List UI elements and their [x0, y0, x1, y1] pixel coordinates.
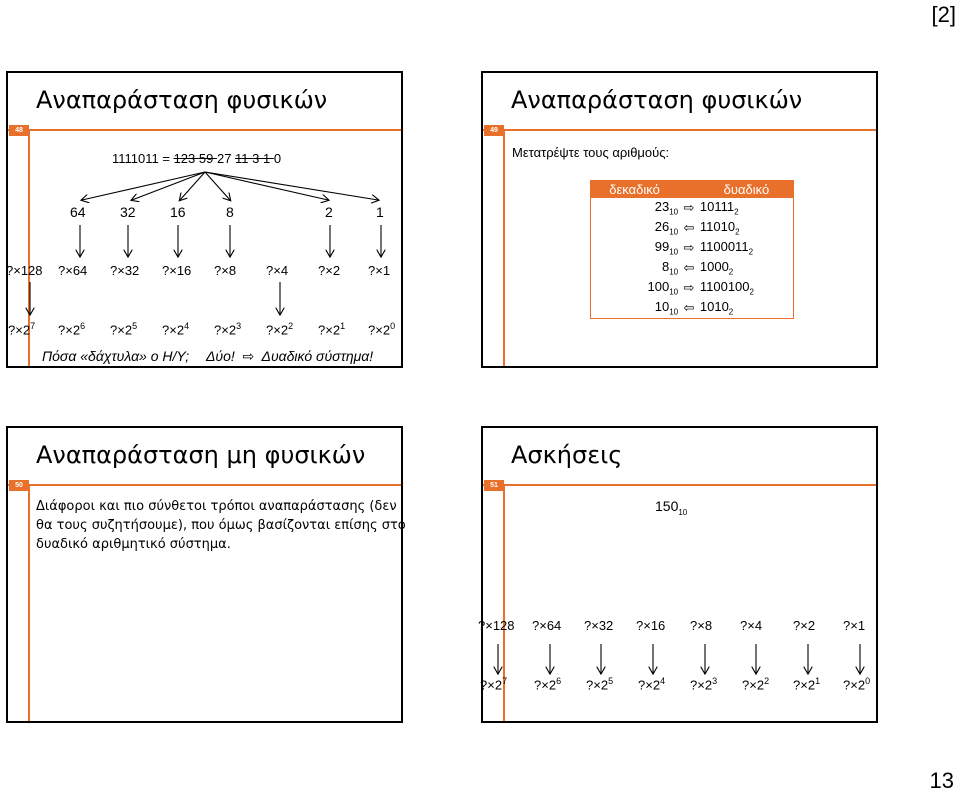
exponent-term: $?\times 2^6$ — [58, 321, 86, 338]
table-row — [591, 258, 794, 278]
table-row — [591, 198, 794, 218]
answer-two: Δύο! — [206, 348, 235, 364]
exponent-term: $?\times 2^6$ — [534, 676, 562, 693]
exponent-term: $?\times 2^5$ — [586, 676, 614, 693]
slide-49-instruction: Μετατρέψτε τους αριθμούς: — [512, 145, 670, 160]
sequence-value: 1 — [263, 151, 274, 166]
equation-lhs: 1111011 = — [112, 151, 174, 166]
exponent-term: $?\times 2^3$ — [214, 321, 242, 338]
slide-48-answer — [206, 348, 373, 365]
slide-50-title-rule — [8, 484, 401, 486]
body-line: θα τους συζητήσουμε), που όμως βασίζονται επίσης στο — [36, 518, 406, 533]
table-row — [591, 278, 794, 298]
exponent-term: $?\times 2^2$ — [266, 321, 294, 338]
exponent-term: $?\times 2^2$ — [742, 676, 770, 693]
multiplier-term: ?×64 — [58, 263, 88, 278]
slide-50-title: Αναπαράσταση μη φυσικών — [36, 441, 366, 469]
multiplier-term: ?×1 — [368, 263, 391, 278]
multiplier-term: ?×16 — [636, 618, 666, 633]
power-value: 8 — [226, 204, 234, 220]
power-value: 1 — [376, 204, 384, 220]
binary-cell: $1010_2$ — [699, 299, 734, 317]
arrow-right-icon: ⇨ — [683, 200, 695, 215]
exponent-term: $?\times 2^4$ — [638, 676, 666, 693]
slide-48-question: Πόσα «δάχτυλα» ο Η/Υ; — [42, 348, 190, 364]
slide-48-number: 48 — [9, 125, 29, 136]
slide-51-title: Ασκήσεις — [511, 441, 623, 469]
binary-cell: $1100100_2$ — [699, 279, 754, 297]
table-row — [591, 298, 794, 319]
slide-49-number: 49 — [484, 125, 504, 136]
table-row — [591, 218, 794, 238]
sequence-value: 3 — [252, 151, 263, 166]
binary-cell: $10111_2$ — [699, 199, 739, 217]
exponent-term: $?\times 2^5$ — [110, 321, 138, 338]
slide-51-value — [655, 498, 687, 517]
exponent-term: $?\times 2^1$ — [793, 676, 821, 693]
multiplier-term: ?×128 — [6, 263, 43, 278]
slide-50 — [6, 426, 403, 723]
value-base: 10 — [678, 507, 688, 517]
exponent-term: $?\times 2^0$ — [843, 676, 871, 693]
sequence-value: 0 — [273, 151, 282, 166]
arrow-left-icon: ⇦ — [683, 220, 695, 235]
exponent-term: $?\times 2^1$ — [318, 321, 346, 338]
power-value: 64 — [70, 204, 86, 220]
multiplier-term: ?×128 — [478, 618, 515, 633]
power-value: 2 — [325, 204, 333, 220]
power-value: 16 — [170, 204, 186, 220]
multiplier-term: ?×64 — [532, 618, 562, 633]
exponent-term: $?\times 2^7$ — [8, 321, 36, 338]
arrow-right-icon: ⇨ — [683, 280, 695, 295]
multiplier-term: ?×32 — [584, 618, 614, 633]
binary-cell: $1000_2$ — [699, 259, 734, 277]
slide-49-title: Αναπαράσταση φυσικών — [511, 86, 803, 114]
col-header-binary: δυαδικό — [700, 181, 794, 199]
decimal-cell: $100_{10}$ — [647, 279, 679, 297]
power-value: 32 — [120, 204, 136, 220]
exponent-term: $?\times 2^7$ — [480, 676, 508, 693]
slide-48-title: Αναπαράσταση φυσικών — [36, 86, 328, 114]
slide-50-side-rule — [28, 486, 30, 721]
answer-binary: Δυαδικό σύστημα! — [261, 348, 374, 364]
exponent-term: $?\times 2^3$ — [690, 676, 718, 693]
arrow-right-icon: ⇨ — [238, 348, 259, 364]
sequence-value: 123 — [173, 151, 199, 166]
exponent-term: $?\times 2^0$ — [368, 321, 396, 338]
sequence-value: 59 — [198, 151, 217, 166]
col-header-decimal: δεκαδικό — [591, 181, 679, 199]
arrow-left-icon: ⇦ — [683, 300, 695, 315]
decimal-cell: $23_{10}$ — [654, 199, 679, 217]
multiplier-term: ?×16 — [162, 263, 192, 278]
page-number: 13 — [929, 768, 954, 793]
multiplier-term: ?×1 — [843, 618, 866, 633]
binary-cell: $11010_2$ — [699, 219, 740, 237]
col-header-arrow — [678, 181, 700, 199]
decimal-cell: $10_{10}$ — [654, 299, 679, 317]
table-row — [591, 238, 794, 258]
multiplier-term: ?×32 — [110, 263, 140, 278]
multiplier-term: ?×4 — [266, 263, 289, 278]
conversion-table — [590, 180, 794, 319]
decimal-cell: $26_{10}$ — [654, 219, 679, 237]
multiplier-term: ?×4 — [740, 618, 763, 633]
slide-50-number: 50 — [9, 480, 29, 491]
decimal-cell: $8_{10}$ — [662, 259, 679, 277]
arrow-left-icon: ⇦ — [683, 260, 695, 275]
slide-51-number: 51 — [484, 480, 504, 491]
binary-cell: $1100011_2$ — [699, 239, 754, 257]
slide-50-body — [36, 497, 406, 554]
multiplier-term: ?×8 — [690, 618, 713, 633]
sequence-value: 11 — [235, 151, 253, 166]
slide-49-title-rule — [483, 129, 876, 131]
value-number: 150 — [655, 498, 679, 514]
exponent-term: $?\times 2^4$ — [162, 321, 190, 338]
sequence-value: 27 — [216, 151, 236, 166]
multiplier-term: ?×2 — [318, 263, 341, 278]
slide-49-side-rule — [503, 131, 505, 366]
page-marker: [2] — [931, 2, 956, 27]
multiplier-term: ?×2 — [793, 618, 816, 633]
body-line: δυαδικό αριθμητικό σύστημα. — [36, 537, 231, 552]
decimal-cell: $99_{10}$ — [654, 239, 679, 257]
multiplier-term: ?×8 — [214, 263, 237, 278]
body-line: Διάφοροι και πιο σύνθετοι τρόποι αναπαράστασης (δεν — [36, 499, 397, 514]
slide-51-title-rule — [483, 484, 876, 486]
arrow-right-icon: ⇨ — [683, 240, 695, 255]
